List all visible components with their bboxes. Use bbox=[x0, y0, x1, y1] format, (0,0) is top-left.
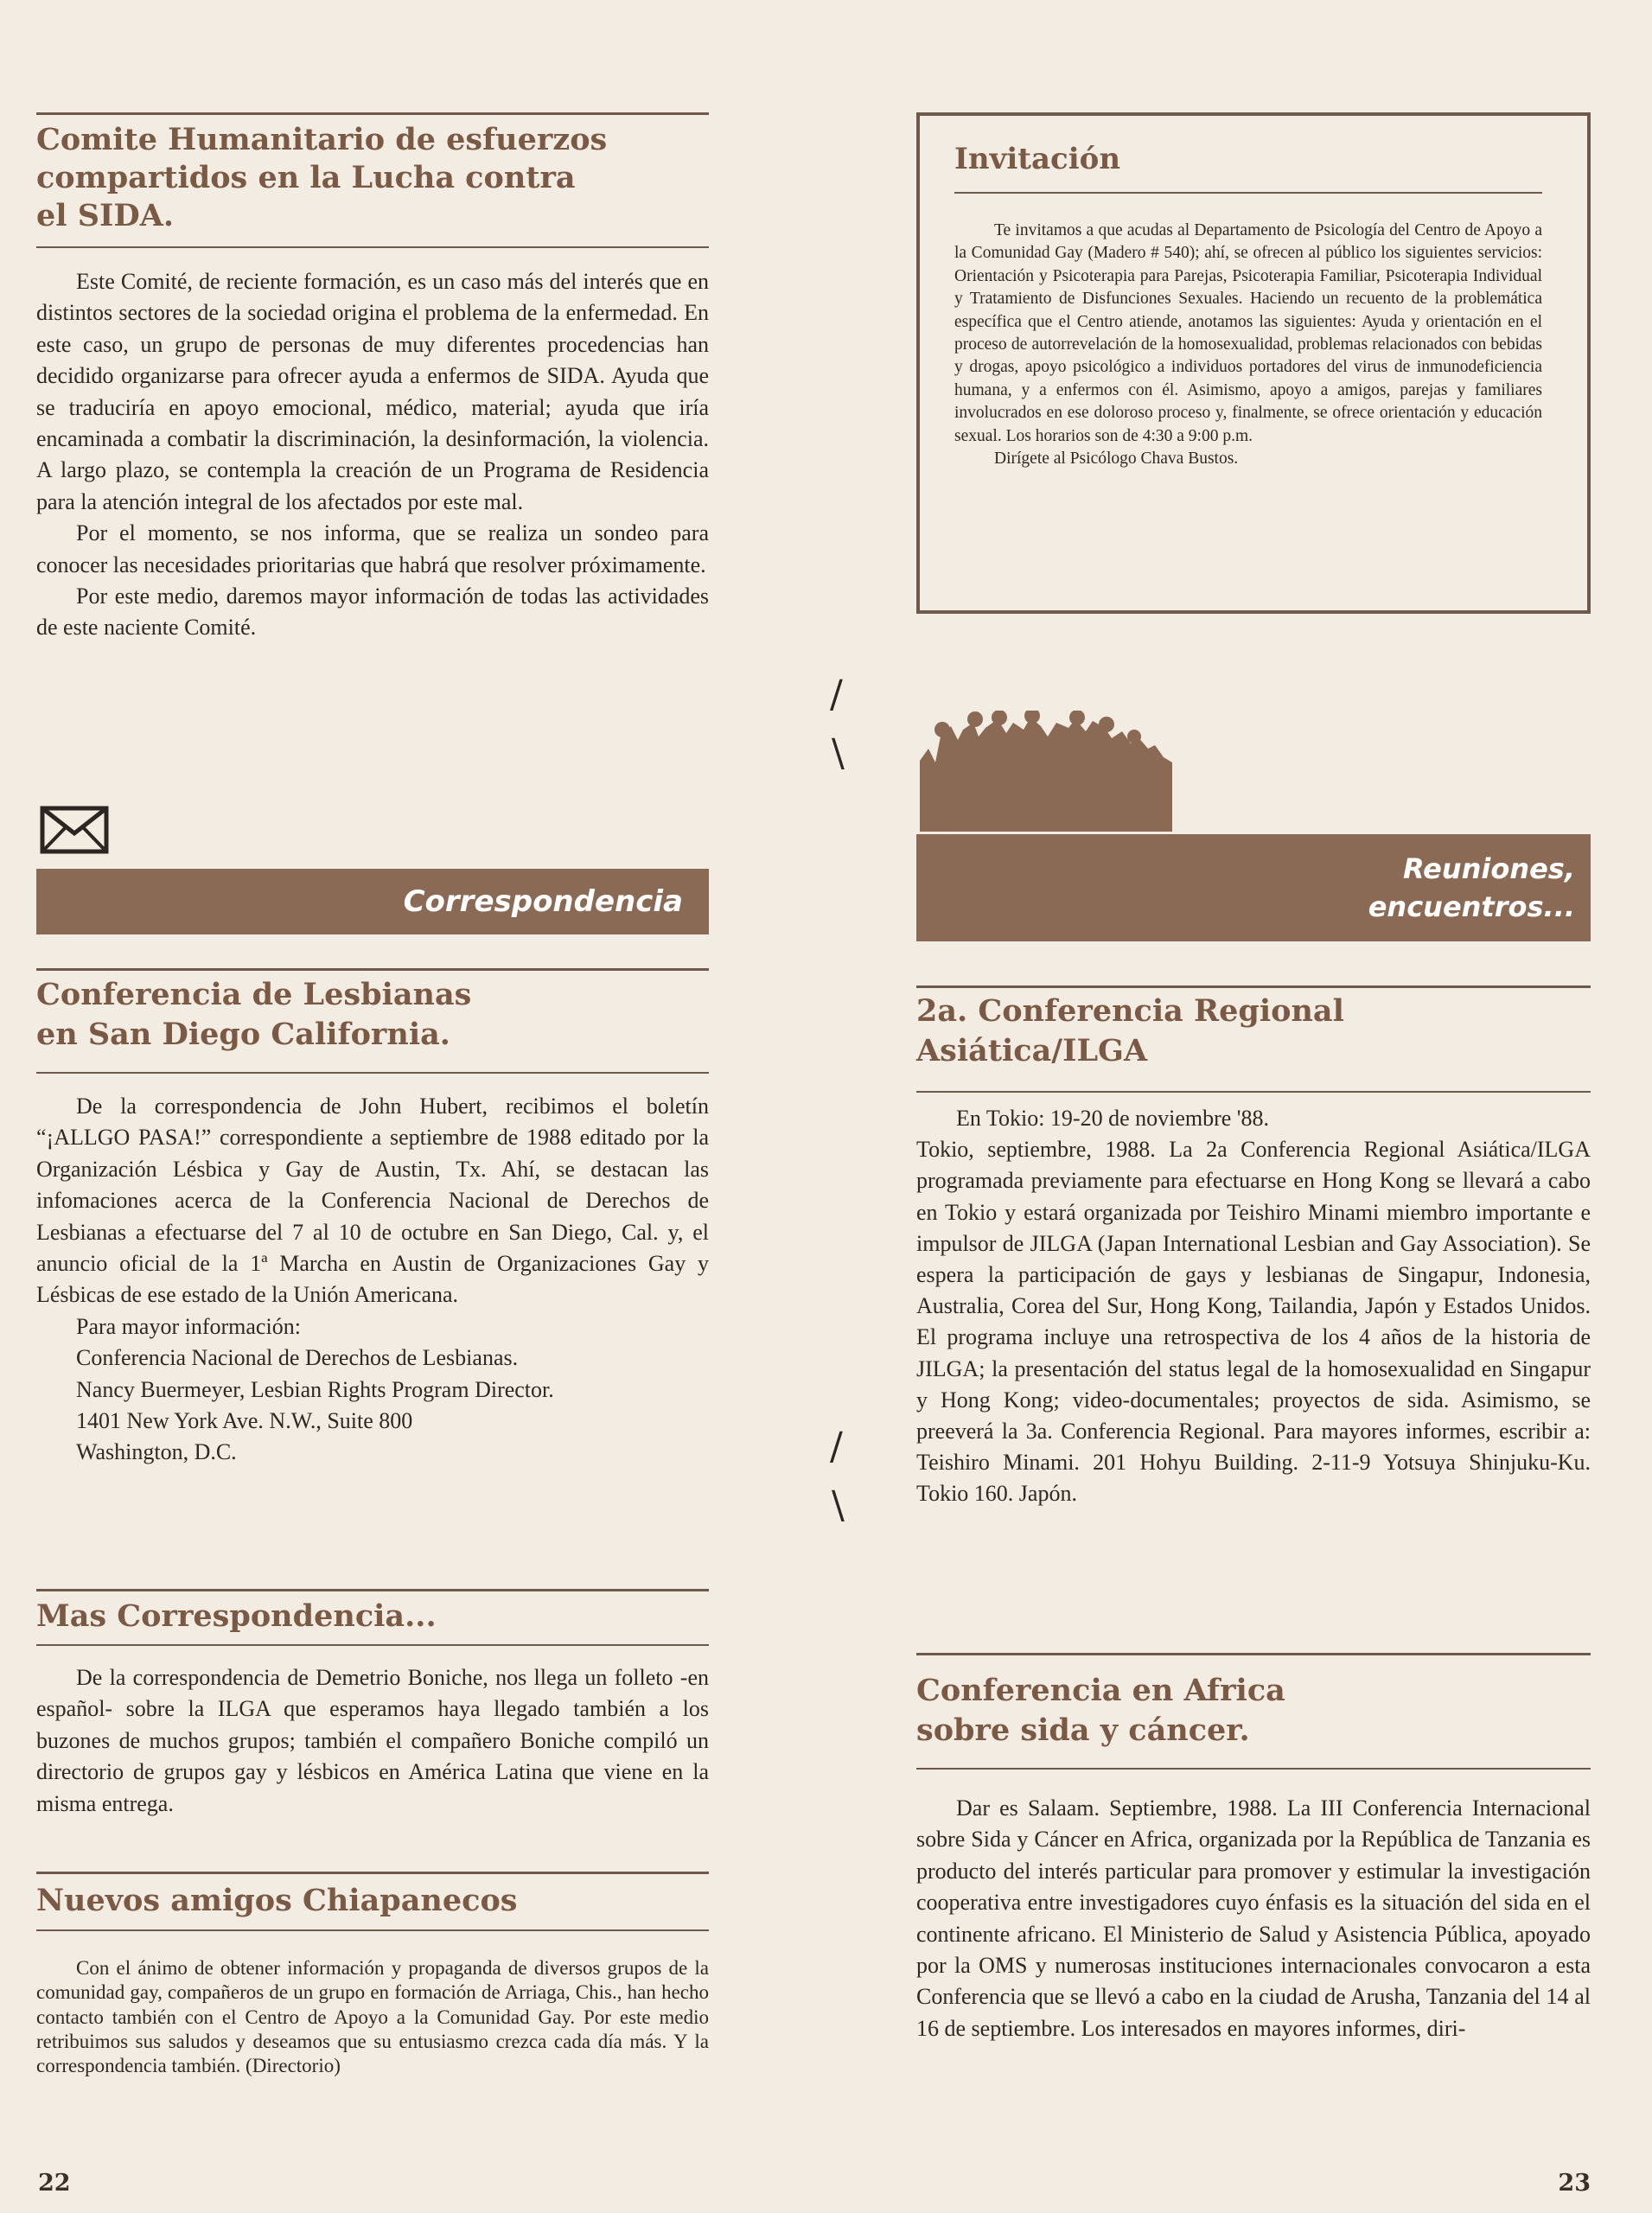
staple-mark: / bbox=[830, 1425, 843, 1469]
comite-title-line: Comite Humanitario de esfuerzos bbox=[36, 122, 608, 157]
correspondencia-banner-label: Correspondencia bbox=[403, 884, 683, 919]
comite-paragraph: Por este medio, daremos mayor información de todas las actividades de este naciente Comité. bbox=[36, 584, 709, 641]
contact-line: Washington, D.C. bbox=[76, 1439, 237, 1465]
africa-body bbox=[916, 1793, 1591, 2044]
divider bbox=[36, 1589, 709, 1591]
staple-mark: / bbox=[830, 673, 843, 717]
crowd-silhouette-icon bbox=[916, 711, 1176, 832]
contact-line: 1401 New York Ave. N.W., Suite 800 bbox=[76, 1408, 413, 1434]
lesbianas-title bbox=[36, 975, 709, 1055]
invitacion-box bbox=[916, 112, 1591, 614]
staple-mark: \ bbox=[832, 1483, 845, 1527]
divider bbox=[916, 985, 1591, 988]
asiatica-dateline: En Tokio: 19-20 de noviembre '88. bbox=[956, 1106, 1269, 1131]
page-number-left: 22 bbox=[38, 2170, 71, 2197]
mas-correspondencia-title: Mas Correspondencia... bbox=[36, 1598, 437, 1634]
reuniones-banner-line: Reuniones, bbox=[1403, 852, 1575, 885]
asiatica-title bbox=[916, 992, 1591, 1071]
contact-line: Nancy Buermeyer, Lesbian Rights Program Director. bbox=[76, 1376, 554, 1402]
asiatica-body bbox=[916, 1103, 1591, 1510]
contact-line: Para mayor información: bbox=[76, 1313, 301, 1339]
lesbianas-body bbox=[36, 1091, 709, 1469]
contact-line: Conferencia Nacional de Derechos de Lesbianas. bbox=[76, 1345, 519, 1371]
reuniones-banner bbox=[916, 834, 1591, 941]
divider bbox=[36, 112, 709, 115]
invitacion-paragraph: Te invitamos a que acudas al Departamento de Psicología del Centro de Apoyo a la Comunidad Gay (Madero # 540); ahí, se ofrecen al público los siguientes servicios: Orientación y Psicoterapia para Parejas, Psicoterapia Familiar, Psicoterapia Individual y Tratamiento de Disfunciones Sexuales. Haciendo un recuento de la problemática específica que el Centro atiende, anotamos las siguientes: Ayuda y orientación en el proceso de autorrevelación de la homosexualidad, problemas relacionados con bebidas y drogas, apoyo psicológico a individuos portadores del virus de inmunodeficiencia humana, y a enfermos con él. Asimismo, apoyo a amigos, parejas y familiares involucrados en ese doloroso proceso y, finalmente, se ofrece orientación y educación sexual. Los horarios son de 4:30 a 9:00 p.m. bbox=[954, 221, 1542, 445]
divider bbox=[954, 192, 1542, 194]
comite-title-line: el SIDA. bbox=[36, 198, 175, 233]
lesbianas-title-line: Conferencia de Lesbianas bbox=[36, 977, 472, 1012]
divider bbox=[916, 1768, 1591, 1770]
invitacion-body bbox=[954, 220, 1542, 470]
mas-correspondencia-paragraph: De la correspondencia de Demetrio Boniche, nos llega un folleto -en español- sobre la ILGA que esperamos haya llegado también a los buzones de muchos grupos; también el compañero Boniche compiló un directorio de grupos gay y lésbicos en América Latina que viene en la misma entrega. bbox=[36, 1665, 709, 1816]
divider bbox=[916, 1091, 1591, 1093]
divider bbox=[36, 1929, 709, 1931]
comite-paragraph: Este Comité, de reciente formación, es un caso más del interés que en distintos sectores de la sociedad origina el problema de la enfermedad. En este caso, un grupo de personas de muy diferentes procedencias han decidido organizarse para ofrecer ayuda a enfermos de SIDA. Ayuda que se traduciría en apoyo emocional, médico, material; ayuda que iría encaminada a combatir la discriminación, la desinformación, la violencia. A largo plazo, se contempla la creación de un Programa de Residencia para la atención integral de los afectados por este mal. bbox=[36, 269, 709, 514]
nuevos-amigos-paragraph: Con el ánimo de obtener información y propaganda de diversos grupos de la comunidad gay, compañeros de un grupo en formación de Arriaga, Chis., han hecho contacto también con el Centro de Apoyo a la Comunidad Gay. Por este medio retribuimos sus saludos y deseamos que su entusiasmo crezca cada día más. Y la correspondencia también. (Directorio) bbox=[36, 1957, 709, 2077]
invitacion-title: Invitación bbox=[954, 142, 1121, 176]
comite-body bbox=[36, 266, 709, 644]
comite-paragraph: Por el momento, se nos informa, que se realiza un sondeo para conocer las necesidades prioritarias que habrá que resolver próximamente. bbox=[36, 520, 709, 577]
divider bbox=[36, 246, 709, 248]
divider bbox=[36, 1872, 709, 1874]
reuniones-banner-line: encuentros... bbox=[1368, 890, 1575, 923]
divider bbox=[36, 968, 709, 971]
divider bbox=[916, 1653, 1591, 1655]
divider bbox=[36, 1644, 709, 1646]
divider bbox=[36, 1072, 709, 1074]
envelope-icon bbox=[40, 806, 109, 854]
africa-title bbox=[916, 1671, 1591, 1751]
africa-title-line: sobre sida y cáncer. bbox=[916, 1712, 1250, 1748]
comite-title-line: compartidos en la Lucha contra bbox=[36, 160, 576, 195]
nuevos-amigos-title: Nuevos amigos Chiapanecos bbox=[36, 1883, 518, 1918]
asiatica-paragraph: Tokio, septiembre, 1988. La 2a Conferencia Regional Asiática/ILGA programada previamente para efectuarse en Hong Kong se llevará a cabo en Tokio y estará organizada por Teishiro Minami miembro importante e impulsor de JILGA (Japan International Lesbian and Gay Association). Se espera la participación de gays y lesbianas de Singapur, Indonesia, Australia, Corea del Sur, Hong Kong, Tailandia, Japón y Estados Unidos. El programa incluye una retrospectiva de los 4 años de la historia de JILGA; la presentación del status legal de la homosexualidad en Singapur y Hong Kong; video-documentales; proyectos de sida. Asimismo, se preeverá la 3a. Conferencia Regional. Para mayores informes, escribir a: Teishiro Minami. 201 Hohyu Building. 2-11-9 Yotsuya Shinjuku-Ku. Tokio 160. Japón. bbox=[916, 1137, 1591, 1507]
invitacion-closing: Dirígete al Psicólogo Chava Bustos. bbox=[994, 450, 1239, 469]
correspondencia-banner bbox=[36, 869, 709, 934]
mas-correspondencia-body bbox=[36, 1662, 709, 1820]
nuevos-amigos-body bbox=[36, 1956, 709, 2078]
lesbianas-paragraph: De la correspondencia de John Hubert, recibimos el boletín “¡ALLGO PASA!” correspondiente a septiembre de 1988 editado por la Organización Lésbica y Gay de Austin, Tx. Ahí, se destacan las infomaciones acerca de la Conferencia Nacional de Derechos de Lesbianas a efectuarse del 7 al 10 de octubre en San Diego, Cal. y, el anuncio oficial de la 1ª Marcha en Austin de Organizaciones Gay y Lésbicas de ese estado de la Unión Americana. bbox=[36, 1094, 709, 1308]
comite-title bbox=[36, 121, 709, 235]
africa-title-line: Conferencia en Africa bbox=[916, 1673, 1285, 1708]
page-number-right: 23 bbox=[1558, 2170, 1591, 2197]
africa-paragraph: Dar es Salaam. Septiembre, 1988. La III Conferencia Internacional sobre Sida y Cáncer en Africa, organizada por la República de Tanzania es producto del interés particular para promover y estimular la investigación cooperativa entre investigadores cuyo énfasis es la situación del sida en el continente africano. El Ministerio de Salud y Asistencia Pública, apoyado por la OMS y numerosas instituciones internacionales convocaron a esta Conferencia que se llevó a cabo en la ciudad de Arusha, Tanzania del 14 al 16 de septiembre. Los interesados en mayores informes, diri- bbox=[916, 1795, 1591, 2041]
lesbianas-title-line: en San Diego California. bbox=[36, 1017, 450, 1052]
staple-mark: \ bbox=[832, 731, 845, 775]
asiatica-title-line: Asiática/ILGA bbox=[916, 1033, 1148, 1068]
asiatica-title-line: 2a. Conferencia Regional bbox=[916, 993, 1344, 1029]
